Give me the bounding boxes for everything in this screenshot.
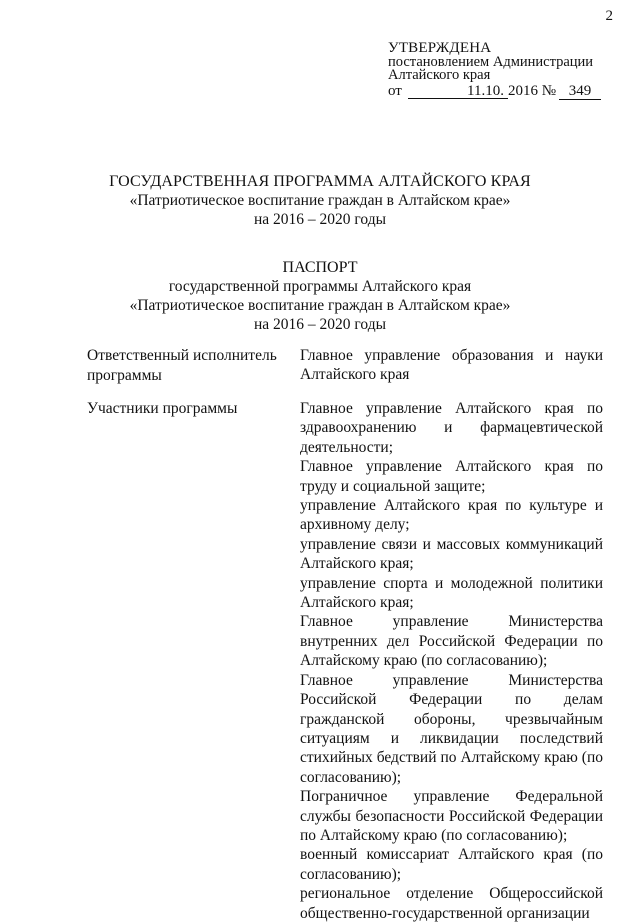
approval-line-1: постановлением Администрации xyxy=(388,53,594,70)
approval-date-line xyxy=(388,83,618,99)
passport-title: ПАСПОРТ xyxy=(282,259,358,276)
participant-item: Пограничное управление Федеральной службы безопасности Российской Федерации по Алтайскому краю (по согласованию); xyxy=(300,788,603,844)
passport-line-2: государственной программы Алтайского края xyxy=(168,278,472,295)
participant-item: Главное управление Министерства Российской Федерации по делам гражданской обороны, чрезвычайным ситуациям и ликвидации последствий стихийных бедствий по Алтайскому краю (по согласованию); xyxy=(300,671,603,786)
approval-line-2: Алтайского края xyxy=(388,67,491,83)
participant-item: управление связи и массовых коммуникаций Алтайского края; xyxy=(300,535,603,573)
approval-number: 349 xyxy=(559,85,601,100)
participant-item: Главное управление Алтайского края по здравоохранению и фармацевтической деятельности; xyxy=(300,400,603,456)
approval-title: УТВЕРЖДЕНА xyxy=(388,40,492,56)
participant-item: управление Алтайского края по культуре и архивному делу; xyxy=(300,497,603,534)
participant-item: Главное управление Министерства внутренних дел Российской Федерации по Алтайскому краю (по согласованию); xyxy=(300,613,603,670)
passport-heading xyxy=(0,258,640,334)
participant-item: Главное управление Алтайского края по труду и социальной защите; xyxy=(300,458,603,495)
approval-stamp xyxy=(388,42,618,99)
responsible-value: Главное управление образования и науки Алтайского края xyxy=(300,347,603,384)
approval-date: 11.10. xyxy=(408,85,508,99)
participants-list xyxy=(300,399,603,923)
participant-item: региональное отделение Общероссийской общественно-государственной организации xyxy=(300,885,603,922)
program-title xyxy=(0,172,640,229)
approval-year-number-sign: 2016 № xyxy=(508,82,557,99)
passport-line-4: на 2016 – 2020 годы xyxy=(254,316,386,333)
responsible-label: Ответственный исполнитель программы xyxy=(87,347,277,384)
date-prefix: от xyxy=(388,82,402,99)
participants-label: Участники программы xyxy=(87,400,238,417)
program-title-line-1: ГОСУДАРСТВЕННАЯ ПРОГРАММА АЛТАЙСКОГО КРАЯ xyxy=(109,173,531,190)
passport-line-3: «Патриотическое воспитание граждан в Алтайском крае» xyxy=(129,297,511,314)
page-number: 2 xyxy=(605,8,613,24)
program-title-line-2: «Патриотическое воспитание граждан в Алтайском крае» xyxy=(129,192,511,209)
program-title-line-3: на 2016 – 2020 годы xyxy=(254,211,386,228)
participant-item: управление спорта и молодежной политики Алтайского края; xyxy=(300,574,603,612)
participant-item: военный комиссариат Алтайского края (по согласованию); xyxy=(300,846,603,883)
